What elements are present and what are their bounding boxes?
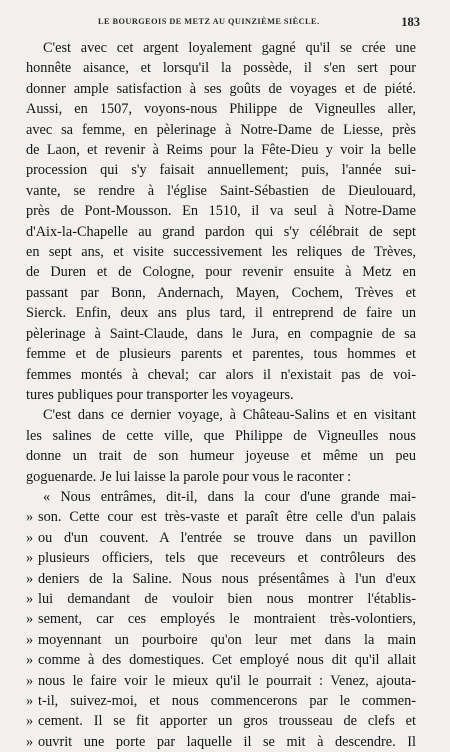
quote-line: » nous le faire voir le mieux qu'il le pourrait : Venez, ajouta- (26, 671, 416, 691)
paragraph-chateau-salins (26, 405, 416, 487)
text-line: femmes montés à cheval; car alors il n'existait pas de voi- (26, 366, 416, 383)
text-line: Aussi, en 1507, voyons-nous Philippe de Vigneulles aller, (26, 101, 416, 118)
text-line: passant par Bonn, Andernach, Mayen, Cochem, Trèves et (26, 284, 416, 301)
text-line: donne un trait de son humeur joyeuse et même un peu (26, 448, 416, 465)
text-line: C'est avec cet argent loyalement gagné qu'il se crée une (43, 40, 416, 56)
text-line: donner ample satisfaction à ses goûts de voyages et de piété. (26, 80, 416, 97)
quote-line: « Nous entrâmes, dit-il, dans la cour d'une grande mai- (43, 488, 416, 505)
page-number: 183 (401, 15, 420, 29)
text-line: procession qui s'y faisait annuellement; puis, l'année sui- (26, 162, 416, 179)
quote-line: » deniers de la Saline. Nous nous présentâmes à l'un d'eux (26, 569, 416, 589)
text-line: en sept ans, et visite successivement les reliques de Trèves, (26, 244, 416, 261)
running-title: LE BOURGEOIS DE METZ AU QUINZIÈME SIÈCLE. (98, 17, 320, 26)
text-line: de Duren et de Cologne, pour revenir ensuite à Metz en (26, 264, 416, 281)
paragraph-travels (26, 38, 416, 405)
quote-line: » ou d'un couvent. A l'entrée se trouve dans un pavillon (26, 528, 416, 548)
text-line: C'est dans ce dernier voyage, à Château-Salins et en visitant (43, 407, 416, 424)
text-line: les salines de cette ville, que Philippe de Vigneulles nous (26, 427, 416, 444)
text-line: de Laon, et revenir à Reims pour la Fête-Dieu y voir la belle (26, 142, 416, 159)
quote-line: » sement, car ces employés le montraient très-volontiers, (26, 609, 416, 629)
text-line: tures publiques pour transporter les voyageurs. (26, 386, 294, 403)
page-header (0, 17, 450, 31)
body-text (26, 38, 416, 752)
quote-line: » plusieurs officiers, tels que receveurs et contrôleurs des (26, 548, 416, 568)
quote-line: » moyennant un pourboire qu'on leur met dans la main (26, 630, 416, 650)
quote-line: » ouvrit une porte par laquelle il se mit à descendre. Il (26, 732, 416, 752)
paragraph-quotation (26, 487, 416, 752)
text-line: vante, se rendre à l'église Saint-Sébastien de Dieulouard, (26, 182, 416, 199)
quote-line: » lui demandant de vouloir bien nous montrer l'établis- (26, 589, 416, 609)
text-line: d'Aix-la-Chapelle au grand pardon qui s'y célébrait de sept (26, 223, 416, 240)
quote-line: » t-il, suivez-moi, et nous commencerons par le commen- (26, 691, 416, 711)
text-line: honnête aisance, et lorsqu'il la possède, il s'en sert pour (26, 60, 416, 77)
quote-line: » comme à des domestiques. Cet employé nous dit qu'il allait (26, 650, 416, 670)
text-line: près de Pont-Mousson. En 1510, il va seul à Notre-Dame (26, 203, 416, 220)
text-line: pèlerinage à Saint-Claude, dans le Jura, en compagnie de sa (26, 325, 416, 342)
text-line: goguenarde. Je lui laisse la parole pour vous le raconter : (26, 468, 352, 485)
text-line: Sierck. Enfin, deux ans plus tard, il entreprend de faire un (26, 305, 416, 322)
text-line: avec sa femme, en pèlerinage à Notre-Dame de Liesse, près (26, 121, 416, 138)
quote-line: » cement. Il se fit apporter un gros trousseau de clefs et (26, 711, 416, 731)
quote-line: » son. Cette cour est très-vaste et paraît être celle d'un palais (26, 507, 416, 527)
text-line: femme et de plusieurs parents et parentes, tous hommes et (26, 346, 416, 363)
